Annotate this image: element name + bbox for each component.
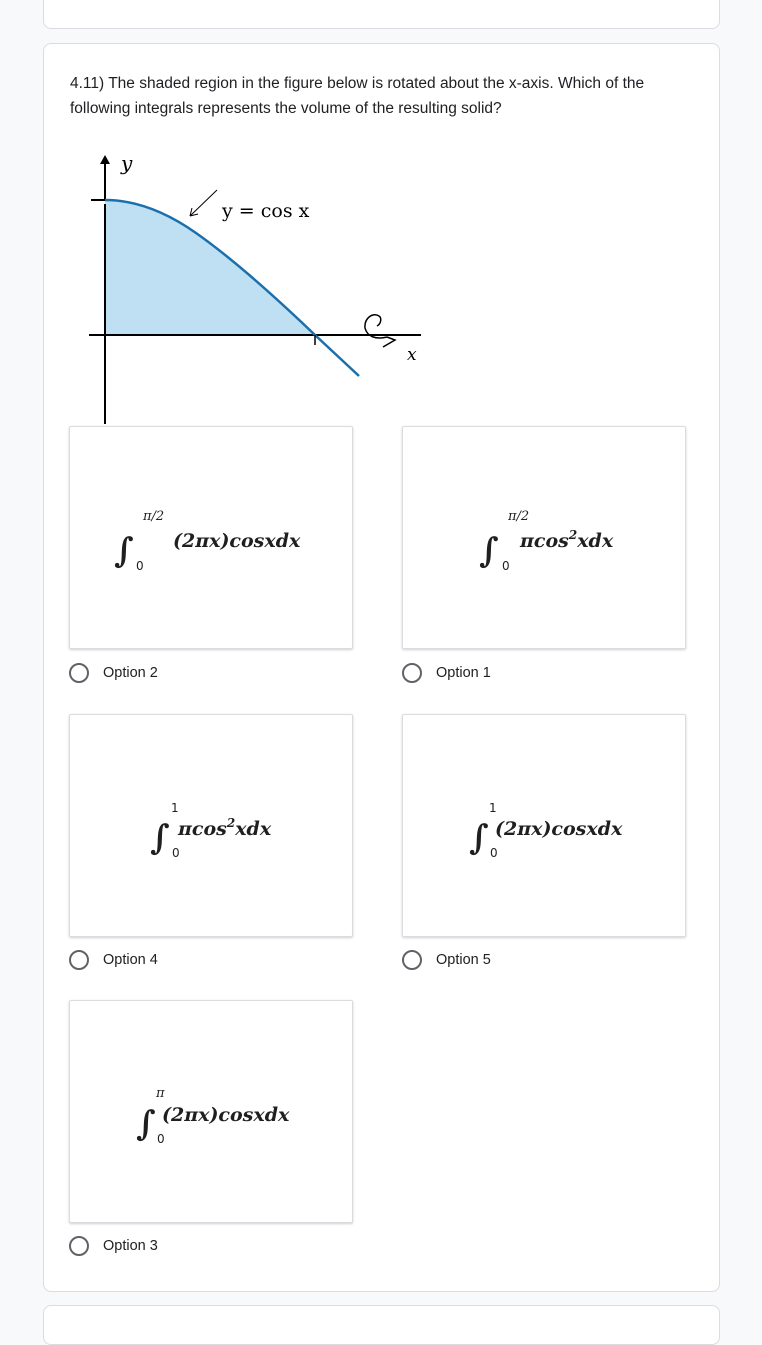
option-3-label: Option 3	[103, 1238, 158, 1254]
upper-limit: π/2	[508, 509, 530, 524]
lower-limit: 0	[502, 559, 510, 573]
option-4-image	[69, 714, 353, 937]
integral-sign: ∫	[114, 531, 134, 571]
y-axis-arrow-icon	[100, 155, 110, 164]
upper-limit: π	[156, 1086, 165, 1101]
option-5-label: Option 5	[436, 952, 491, 968]
option-2-image	[69, 426, 353, 649]
lower-limit: 0	[172, 846, 180, 860]
question-text: 4.11) The shaded region in the figure below is rotated about the x-axis. Which of the following integrals represents the volume of the resulting solid?	[70, 75, 645, 117]
option-1-choice[interactable]	[402, 661, 491, 685]
integral-sign: ∫	[136, 1104, 156, 1144]
upper-limit: π/2	[143, 509, 165, 524]
option-4-label: Option 4	[103, 952, 158, 968]
option-5-image	[402, 714, 686, 937]
integrand: (2πx)cosxdx	[162, 1104, 290, 1126]
question-card	[43, 43, 720, 1292]
option-3-choice[interactable]	[69, 1234, 158, 1258]
x-axis-label: x	[407, 345, 417, 365]
option-2-label: Option 2	[103, 665, 158, 681]
y-axis-label: y	[121, 151, 133, 175]
integral-sign: ∫	[469, 818, 489, 858]
upper-limit: 1	[489, 801, 497, 815]
integral-figure	[403, 715, 687, 938]
integrand: (2πx)cosxdx	[173, 530, 301, 552]
label-pointer	[190, 190, 217, 216]
upper-limit: 1	[171, 801, 179, 815]
option-5-radio[interactable]	[402, 950, 422, 970]
integral-figure	[70, 427, 354, 650]
option-1-image	[402, 426, 686, 649]
option-2-choice[interactable]	[69, 661, 158, 685]
option-3-image	[69, 1000, 353, 1223]
integral-sign: ∫	[479, 531, 499, 571]
option-4-choice[interactable]	[69, 948, 158, 972]
option-4-radio[interactable]	[69, 950, 89, 970]
lower-limit: 0	[157, 1132, 165, 1146]
option-2-radio[interactable]	[69, 663, 89, 683]
integrand: (2πx)cosxdx	[495, 818, 623, 840]
integral-figure	[70, 1001, 354, 1224]
integrand: πcos$^2$xdx	[520, 528, 614, 552]
lower-limit: 0	[136, 559, 144, 573]
option-3-radio[interactable]	[69, 1236, 89, 1256]
integral-figure	[403, 427, 687, 650]
next-question-card	[43, 1305, 720, 1345]
integral-sign: ∫	[150, 818, 170, 858]
lower-limit: 0	[490, 846, 498, 860]
previous-question-card	[43, 0, 720, 29]
integrand: πcos$^2$xdx	[178, 816, 272, 840]
option-1-label: Option 1	[436, 665, 491, 681]
option-1-radio[interactable]	[402, 663, 422, 683]
question-figure	[89, 144, 429, 434]
integral-figure	[70, 715, 354, 938]
option-5-choice[interactable]	[402, 948, 491, 972]
curve-label: y = cos x	[222, 200, 310, 222]
